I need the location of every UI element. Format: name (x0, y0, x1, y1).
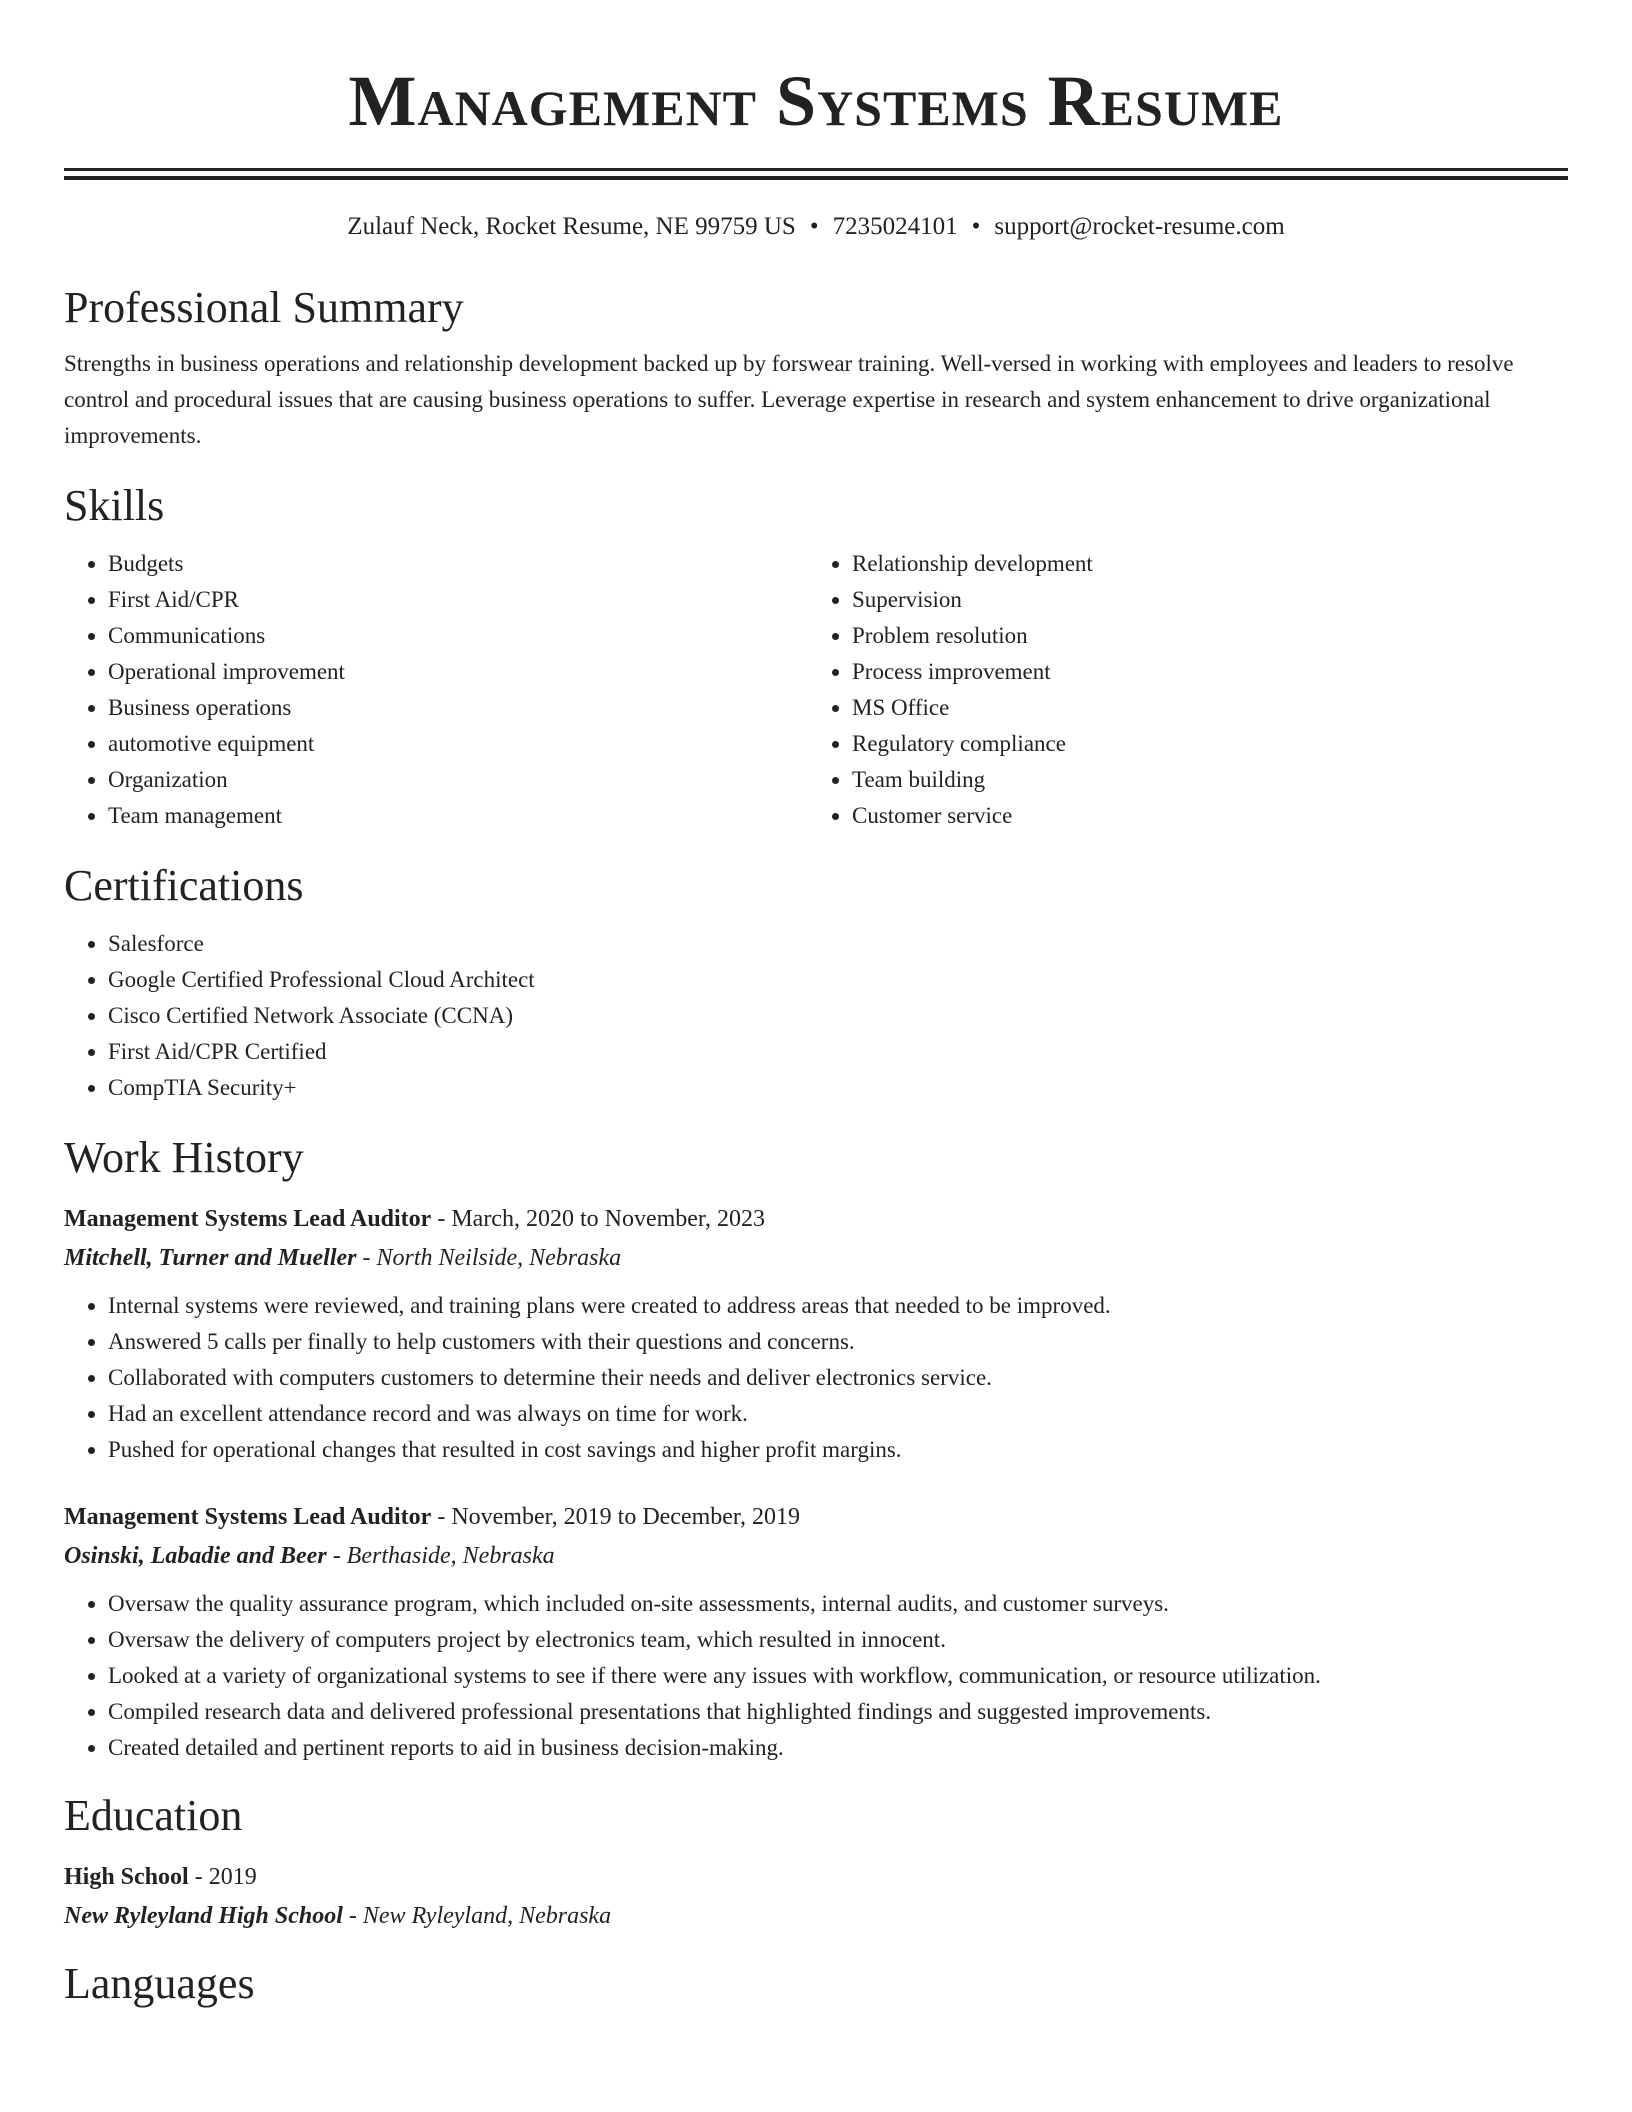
skills-columns (64, 534, 1568, 834)
skill-item: • MS Office (852, 690, 1552, 726)
contact-separator: • (971, 213, 981, 240)
skills-list-right (808, 546, 1552, 834)
job-entry (64, 1498, 1568, 1766)
employer-name: Mitchell, Turner and Mueller (64, 1245, 357, 1271)
certifications-heading: Certifications (64, 861, 304, 910)
job-bullet: • Compiled research data and delivered professional presentations that highlighted findings and suggested improvements. (108, 1694, 1568, 1730)
education-heading: Education (64, 1791, 243, 1840)
certification-item: • Cisco Certified Network Associate (CCNA) (108, 998, 1568, 1034)
skill-item: • automotive equipment (108, 726, 808, 762)
certification-item: • Google Certified Professional Cloud Architect (108, 962, 1568, 998)
skill-item: • Team building (852, 762, 1552, 798)
contact-address: Zulauf Neck, Rocket Resume, NE 99759 US (347, 213, 796, 240)
degree-line (64, 1858, 1568, 1896)
summary-text: Strengths in business operations and relationship development backed up by forswear training. Well-versed in working with employees and leaders to resolve control and procedural issues that are causing business operations to suffer. Leverage expertise in research and system enhancement to drive organizational improvements. (64, 351, 1514, 448)
skills-list-left (64, 546, 808, 834)
skill-item: • Organization (108, 762, 808, 798)
certification-item: • CompTIA Security+ (108, 1070, 1568, 1106)
school-location: - New Ryleyland, Nebraska (342, 1903, 612, 1929)
job-dates: - November, 2019 to December, 2019 (431, 1504, 800, 1530)
job-dates: - March, 2020 to November, 2023 (431, 1206, 765, 1232)
job-bullet: • Oversaw the delivery of computers project by electronics team, which resulted in innocent. (108, 1622, 1568, 1658)
job-bullets (64, 1586, 1568, 1766)
skill-item: • Team management (108, 798, 808, 834)
job-bullet: • Had an excellent attendance record and was always on time for work. (108, 1396, 1568, 1432)
job-title-line (64, 1200, 1568, 1238)
employer-location: - Berthaside, Nebraska (326, 1543, 555, 1569)
job-title-line (64, 1498, 1568, 1536)
job-bullet: • Oversaw the quality assurance program, which included on-site assessments, internal audits, and customer surveys. (108, 1586, 1568, 1622)
skill-item: • Problem resolution (852, 618, 1552, 654)
job-bullet: • Looked at a variety of organizational systems to see if there were any issues with workflow, communication, or resource utilization. (108, 1658, 1568, 1694)
education-entry (64, 1858, 1568, 1936)
languages-heading: Languages (64, 1959, 255, 2008)
skill-item: • First Aid/CPR (108, 582, 808, 618)
skills-heading: Skills (64, 481, 165, 530)
skill-item: • Communications (108, 618, 808, 654)
certifications-list (64, 926, 1568, 1106)
education-section (64, 1788, 1568, 1936)
contact-email: support@rocket-resume.com (994, 213, 1285, 240)
employer-name: Osinski, Labadie and Beer (64, 1543, 327, 1569)
contact-phone: 7235024101 (832, 213, 958, 240)
employer-location: - North Neilside, Nebraska (356, 1245, 622, 1271)
certifications-section (64, 858, 1568, 1106)
job-bullet: • Internal systems were reviewed, and training plans were created to address areas that needed to be improved. (108, 1288, 1568, 1324)
skill-item: • Business operations (108, 690, 808, 726)
resume-title: Management Systems Resume (348, 61, 1284, 141)
employer-line (64, 1238, 1568, 1278)
job-bullet: • Answered 5 calls per finally to help customers with their questions and concerns. (108, 1324, 1568, 1360)
school-name: New Ryleyland High School (64, 1903, 343, 1929)
skill-item: • Process improvement (852, 654, 1552, 690)
certification-item: • First Aid/CPR Certified (108, 1034, 1568, 1070)
work-history-heading: Work History (64, 1133, 304, 1182)
certification-item: • Salesforce (108, 926, 1568, 962)
school-line (64, 1896, 1568, 1936)
degree-year: - 2019 (188, 1864, 257, 1890)
languages-section (64, 1956, 1568, 2012)
job-bullets (64, 1288, 1568, 1468)
skill-item: • Regulatory compliance (852, 726, 1552, 762)
skill-item: • Relationship development (852, 546, 1552, 582)
job-bullet: • Pushed for operational changes that resulted in cost savings and higher profit margins. (108, 1432, 1568, 1468)
degree-name: High School (64, 1864, 189, 1890)
job-bullet: • Created detailed and pertinent reports to aid in business decision-making. (108, 1730, 1568, 1766)
job-title: Management Systems Lead Auditor (64, 1504, 432, 1530)
job-bullet: • Collaborated with computers customers to determine their needs and deliver electronics service. (108, 1360, 1568, 1396)
skill-item: • Operational improvement (108, 654, 808, 690)
skills-section (64, 478, 1568, 834)
work-history-section (64, 1130, 1568, 1766)
contact-separator: • (809, 213, 819, 240)
title-divider (64, 168, 1568, 180)
job-title: Management Systems Lead Auditor (64, 1206, 432, 1232)
contact-line (64, 210, 1568, 244)
skill-item: • Supervision (852, 582, 1552, 618)
summary-heading: Professional Summary (64, 283, 464, 332)
job-entry (64, 1200, 1568, 1468)
skill-item: • Budgets (108, 546, 808, 582)
skill-item: • Customer service (852, 798, 1552, 834)
summary-section (64, 280, 1568, 454)
employer-line (64, 1536, 1568, 1576)
resume-page (64, 0, 1568, 2012)
